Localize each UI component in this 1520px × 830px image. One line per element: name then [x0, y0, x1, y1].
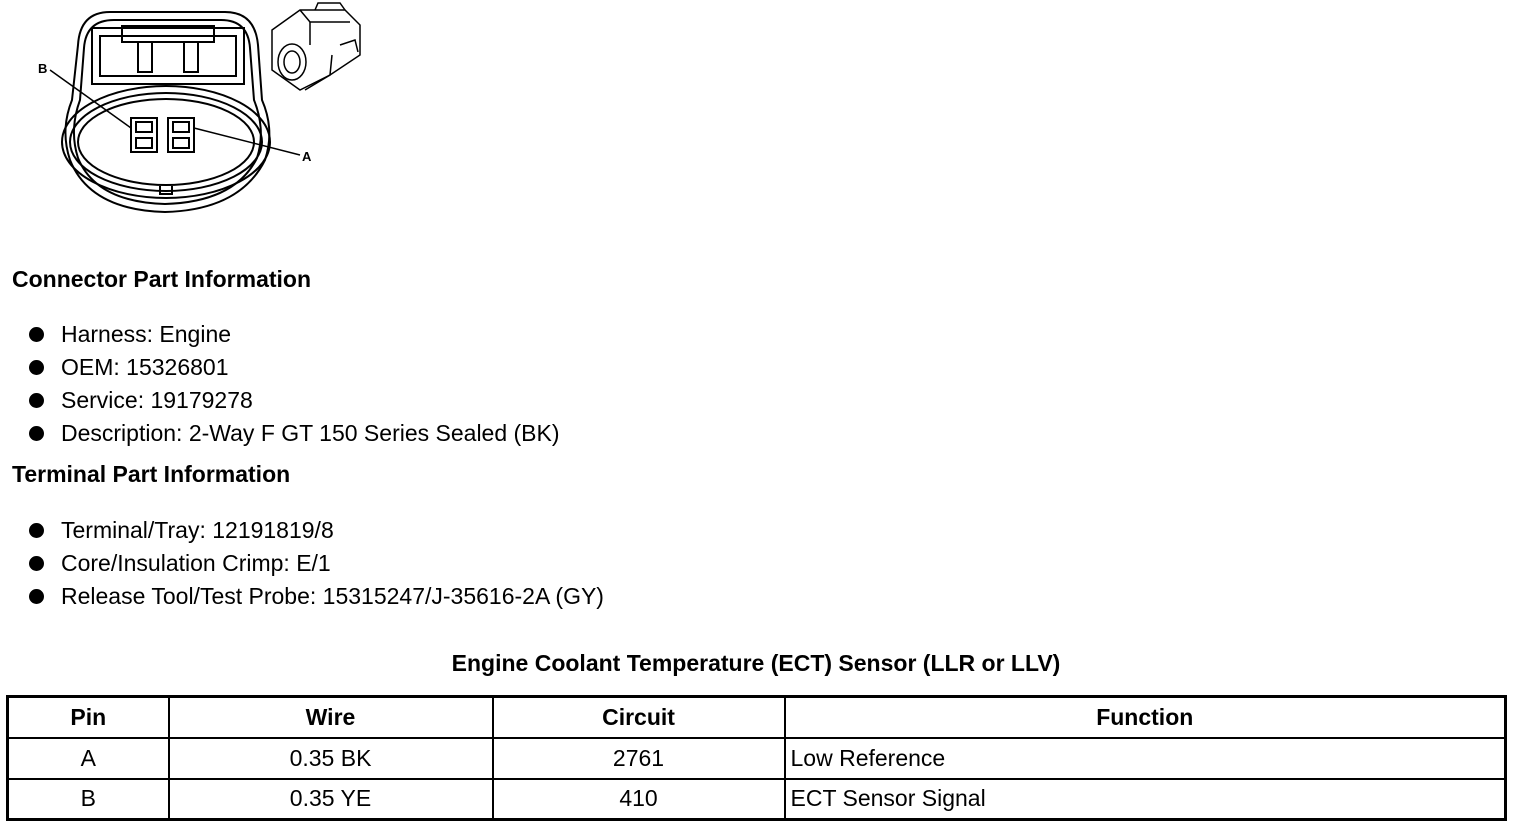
list-item: Harness: Engine [28, 318, 560, 351]
connector-part-heading: Connector Part Information [12, 266, 312, 292]
connector-face-diagram [0, 0, 400, 230]
list-item: Release Tool/Test Probe: 15315247/J-35616-2A (GY) [28, 580, 604, 613]
connector-part-list [28, 318, 560, 450]
header-function: Function [785, 697, 1506, 738]
list-item: Service: 19179278 [28, 384, 560, 417]
table-row [8, 738, 1506, 779]
list-item: Terminal/Tray: 12191819/8 [28, 514, 604, 547]
pin-table [6, 695, 1507, 821]
cell-circuit: 410 [493, 779, 785, 820]
label-a: A [302, 149, 312, 164]
header-wire: Wire [169, 697, 493, 738]
cell-function: ECT Sensor Signal [785, 779, 1506, 820]
table-row [8, 779, 1506, 820]
cell-function: Low Reference [785, 738, 1506, 779]
list-item: Description: 2-Way F GT 150 Series Sealed (BK) [28, 417, 560, 450]
list-item: Core/Insulation Crimp: E/1 [28, 547, 604, 580]
list-item: OEM: 15326801 [28, 351, 560, 384]
connector-isometric-icon [272, 3, 360, 90]
cell-wire: 0.35 YE [169, 779, 493, 820]
label-b: B [38, 61, 48, 76]
header-pin: Pin [8, 697, 169, 738]
terminal-part-heading: Terminal Part Information [12, 461, 291, 487]
cell-pin: A [8, 738, 169, 779]
pin-table-title: Engine Coolant Temperature (ECT) Sensor (LLR or LLV) [451, 650, 1061, 676]
header-circuit: Circuit [493, 697, 785, 738]
cell-circuit: 2761 [493, 738, 785, 779]
terminal-part-list [28, 514, 604, 613]
cell-wire: 0.35 BK [169, 738, 493, 779]
table-header-row [8, 697, 1506, 738]
cell-pin: B [8, 779, 169, 820]
